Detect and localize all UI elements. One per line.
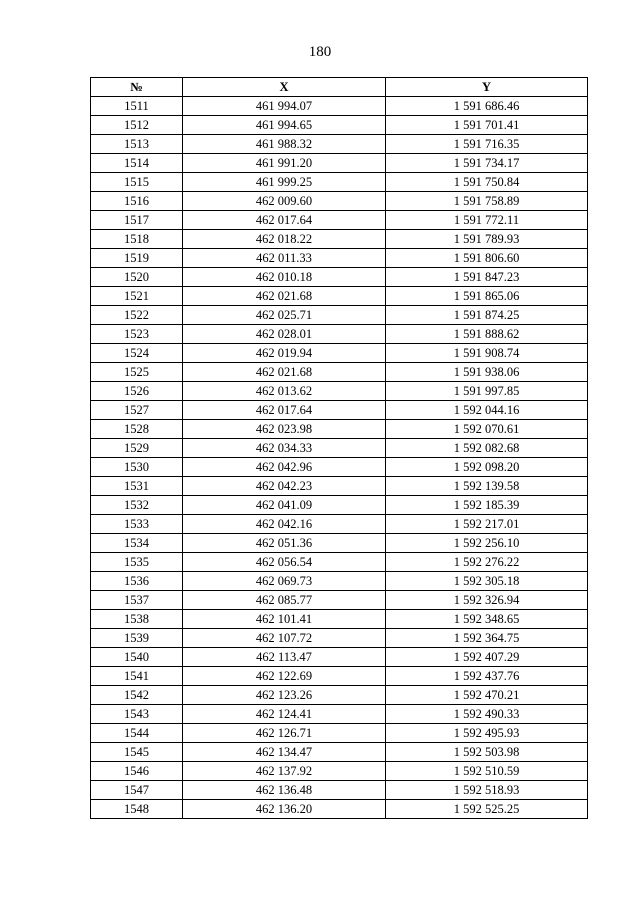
table-row — [91, 306, 588, 325]
cell-x: 462 122.69 — [183, 667, 386, 686]
cell-number: 1520 — [91, 268, 183, 287]
table-row — [91, 762, 588, 781]
cell-y: 1 592 510.59 — [386, 762, 588, 781]
cell-number: 1527 — [91, 401, 183, 420]
cell-y: 1 591 888.62 — [386, 325, 588, 344]
cell-number: 1524 — [91, 344, 183, 363]
cell-x: 462 021.68 — [183, 363, 386, 382]
cell-number: 1517 — [91, 211, 183, 230]
cell-number: 1538 — [91, 610, 183, 629]
cell-x: 461 994.65 — [183, 116, 386, 135]
table-row — [91, 591, 588, 610]
cell-number: 1546 — [91, 762, 183, 781]
cell-x: 462 028.01 — [183, 325, 386, 344]
cell-y: 1 592 470.21 — [386, 686, 588, 705]
cell-y: 1 591 865.06 — [386, 287, 588, 306]
table-row — [91, 135, 588, 154]
table-row — [91, 363, 588, 382]
cell-number: 1513 — [91, 135, 183, 154]
table-row — [91, 667, 588, 686]
cell-x: 462 069.73 — [183, 572, 386, 591]
cell-y: 1 591 997.85 — [386, 382, 588, 401]
table-row — [91, 420, 588, 439]
cell-y: 1 592 256.10 — [386, 534, 588, 553]
cell-number: 1540 — [91, 648, 183, 667]
table-row — [91, 515, 588, 534]
table-row — [91, 192, 588, 211]
cell-number: 1547 — [91, 781, 183, 800]
cell-x: 462 085.77 — [183, 591, 386, 610]
cell-x: 462 056.54 — [183, 553, 386, 572]
cell-x: 462 107.72 — [183, 629, 386, 648]
cell-x: 462 101.41 — [183, 610, 386, 629]
cell-y: 1 592 326.94 — [386, 591, 588, 610]
cell-y: 1 591 874.25 — [386, 306, 588, 325]
cell-x: 462 019.94 — [183, 344, 386, 363]
cell-x: 462 134.47 — [183, 743, 386, 762]
cell-number: 1544 — [91, 724, 183, 743]
table-row — [91, 268, 588, 287]
cell-number: 1515 — [91, 173, 183, 192]
cell-y: 1 592 044.16 — [386, 401, 588, 420]
table-row — [91, 401, 588, 420]
table-row — [91, 344, 588, 363]
table-row — [91, 249, 588, 268]
cell-x: 462 025.71 — [183, 306, 386, 325]
cell-number: 1528 — [91, 420, 183, 439]
cell-x: 462 009.60 — [183, 192, 386, 211]
cell-number: 1512 — [91, 116, 183, 135]
cell-number: 1530 — [91, 458, 183, 477]
table-row — [91, 705, 588, 724]
cell-x: 462 041.09 — [183, 496, 386, 515]
cell-x: 462 051.36 — [183, 534, 386, 553]
cell-y: 1 592 407.29 — [386, 648, 588, 667]
cell-x: 462 124.41 — [183, 705, 386, 724]
cell-y: 1 592 495.93 — [386, 724, 588, 743]
table-row — [91, 553, 588, 572]
table-row — [91, 743, 588, 762]
column-header-y: Y — [386, 78, 588, 97]
cell-number: 1535 — [91, 553, 183, 572]
cell-y: 1 592 437.76 — [386, 667, 588, 686]
cell-y: 1 591 701.41 — [386, 116, 588, 135]
cell-y: 1 591 938.06 — [386, 363, 588, 382]
cell-x: 462 113.47 — [183, 648, 386, 667]
table-row — [91, 610, 588, 629]
cell-number: 1533 — [91, 515, 183, 534]
cell-x: 461 999.25 — [183, 173, 386, 192]
cell-x: 462 017.64 — [183, 211, 386, 230]
cell-y: 1 591 789.93 — [386, 230, 588, 249]
cell-number: 1537 — [91, 591, 183, 610]
cell-number: 1541 — [91, 667, 183, 686]
table-body — [91, 97, 588, 819]
cell-x: 462 123.26 — [183, 686, 386, 705]
cell-x: 462 042.96 — [183, 458, 386, 477]
table-row — [91, 629, 588, 648]
table-row — [91, 686, 588, 705]
table-row — [91, 458, 588, 477]
cell-number: 1511 — [91, 97, 183, 116]
table-row — [91, 781, 588, 800]
table-row — [91, 230, 588, 249]
page-number: 180 — [308, 44, 332, 60]
cell-x: 462 018.22 — [183, 230, 386, 249]
cell-number: 1516 — [91, 192, 183, 211]
cell-x: 461 994.07 — [183, 97, 386, 116]
coordinates-table — [90, 77, 588, 819]
cell-y: 1 592 082.68 — [386, 439, 588, 458]
table-row — [91, 724, 588, 743]
cell-y: 1 591 908.74 — [386, 344, 588, 363]
cell-y: 1 592 217.01 — [386, 515, 588, 534]
table-row — [91, 800, 588, 819]
cell-y: 1 591 734.17 — [386, 154, 588, 173]
cell-number: 1519 — [91, 249, 183, 268]
cell-y: 1 592 098.20 — [386, 458, 588, 477]
cell-number: 1539 — [91, 629, 183, 648]
cell-y: 1 591 772.11 — [386, 211, 588, 230]
cell-number: 1536 — [91, 572, 183, 591]
cell-x: 462 042.23 — [183, 477, 386, 496]
cell-y: 1 592 276.22 — [386, 553, 588, 572]
cell-number: 1534 — [91, 534, 183, 553]
cell-x: 462 136.20 — [183, 800, 386, 819]
cell-y: 1 591 847.23 — [386, 268, 588, 287]
cell-y: 1 591 758.89 — [386, 192, 588, 211]
cell-x: 461 991.20 — [183, 154, 386, 173]
table-header-row — [91, 78, 588, 97]
cell-number: 1526 — [91, 382, 183, 401]
cell-y: 1 592 305.18 — [386, 572, 588, 591]
column-header-x: X — [183, 78, 386, 97]
cell-number: 1543 — [91, 705, 183, 724]
cell-x: 462 023.98 — [183, 420, 386, 439]
cell-number: 1531 — [91, 477, 183, 496]
cell-y: 1 592 070.61 — [386, 420, 588, 439]
table-row — [91, 116, 588, 135]
table-row — [91, 97, 588, 116]
cell-y: 1 591 686.46 — [386, 97, 588, 116]
table-row — [91, 287, 588, 306]
cell-x: 462 010.18 — [183, 268, 386, 287]
table-row — [91, 439, 588, 458]
cell-number: 1521 — [91, 287, 183, 306]
cell-number: 1514 — [91, 154, 183, 173]
cell-y: 1 592 525.25 — [386, 800, 588, 819]
cell-number: 1529 — [91, 439, 183, 458]
cell-number: 1532 — [91, 496, 183, 515]
cell-number: 1522 — [91, 306, 183, 325]
cell-x: 462 042.16 — [183, 515, 386, 534]
cell-number: 1548 — [91, 800, 183, 819]
table-row — [91, 154, 588, 173]
cell-x: 462 136.48 — [183, 781, 386, 800]
cell-y: 1 592 518.93 — [386, 781, 588, 800]
cell-x: 462 017.64 — [183, 401, 386, 420]
cell-number: 1525 — [91, 363, 183, 382]
cell-x: 462 137.92 — [183, 762, 386, 781]
cell-y: 1 592 490.33 — [386, 705, 588, 724]
cell-y: 1 592 503.98 — [386, 743, 588, 762]
table-row — [91, 325, 588, 344]
cell-y: 1 592 348.65 — [386, 610, 588, 629]
cell-x: 462 126.71 — [183, 724, 386, 743]
cell-x: 462 013.62 — [183, 382, 386, 401]
cell-number: 1545 — [91, 743, 183, 762]
cell-y: 1 592 139.58 — [386, 477, 588, 496]
table-row — [91, 648, 588, 667]
cell-number: 1518 — [91, 230, 183, 249]
column-header-number: № — [91, 78, 183, 97]
table-row — [91, 173, 588, 192]
table-row — [91, 382, 588, 401]
cell-number: 1523 — [91, 325, 183, 344]
table-row — [91, 496, 588, 515]
cell-x: 462 011.33 — [183, 249, 386, 268]
cell-number: 1542 — [91, 686, 183, 705]
cell-y: 1 591 750.84 — [386, 173, 588, 192]
cell-y: 1 592 364.75 — [386, 629, 588, 648]
cell-y: 1 592 185.39 — [386, 496, 588, 515]
cell-x: 462 034.33 — [183, 439, 386, 458]
table-row — [91, 534, 588, 553]
table-row — [91, 572, 588, 591]
cell-y: 1 591 806.60 — [386, 249, 588, 268]
cell-x: 461 988.32 — [183, 135, 386, 154]
cell-x: 462 021.68 — [183, 287, 386, 306]
table-row — [91, 477, 588, 496]
table-row — [91, 211, 588, 230]
cell-y: 1 591 716.35 — [386, 135, 588, 154]
